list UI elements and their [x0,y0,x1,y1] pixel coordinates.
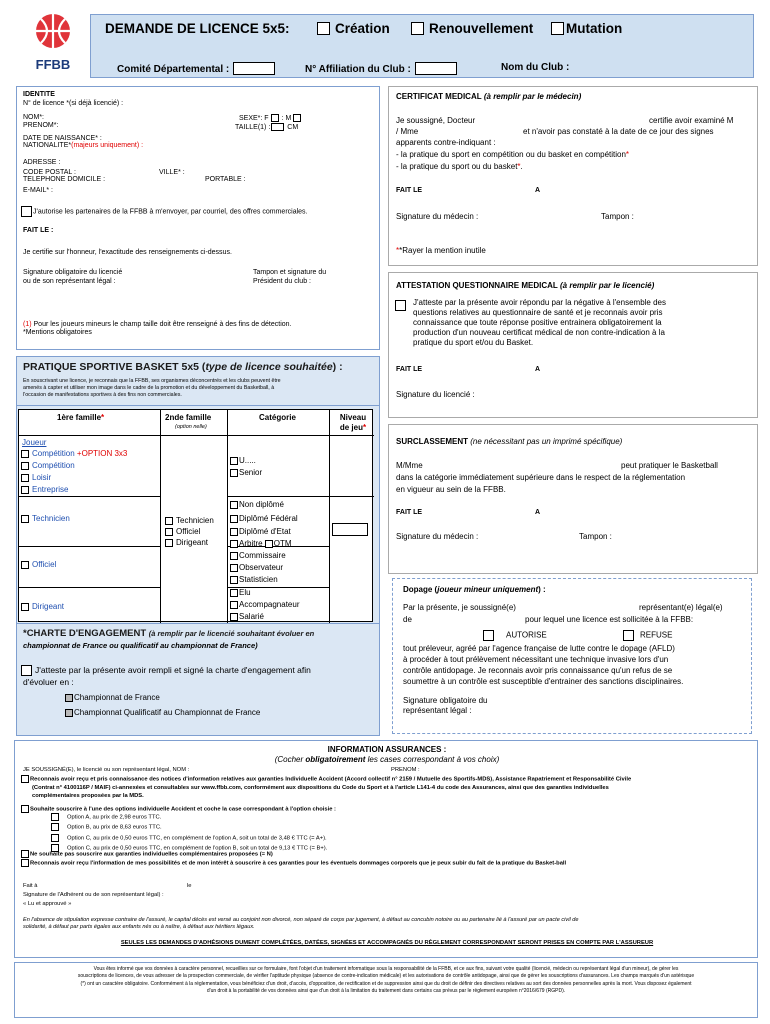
joueur-label: Joueur [22,438,47,447]
dopage-title-italic: joueur mineur uniquement [437,585,539,594]
commissaire-label: Commissaire [239,551,286,560]
questionnaire-title: ATTESTATION QUESTIONNAIRE MEDICAL [396,281,558,290]
col4-line1: Niveau [339,413,367,422]
prenom-label: PRENOM*: [23,122,59,129]
certificat-a: A [535,187,541,194]
reconnais-final-option[interactable] [21,859,566,868]
non-diplome-option[interactable] [230,500,284,510]
certificat-line5-text: - la pratique du sport ou du basket [396,162,518,171]
partenaires-label: J'autorise les partenaires de la FFBB à m'envoyer, par courriel, des offres commerciales. [33,208,308,216]
comite-label: Comité Départemental : [117,64,230,75]
surclassement-panel [388,424,758,574]
header-bar [90,14,754,78]
championnat-qualificatif-label: Championnat Qualificatif au Championnat de France [74,708,261,717]
diplome-etat-option[interactable] [230,527,291,537]
dirigeant2-label: Dirigeant [176,538,209,547]
certificat-line4: - la pratique du sport en compétition ou du basket en compétition* [396,150,630,159]
competition-3x3-option[interactable] [21,449,127,459]
sexe-f-checkbox[interactable] [271,114,279,122]
questionnaire-line: questions relatives au questionnaire de santé et je reconnais avoir pris [413,308,663,317]
statisticien-checkbox[interactable] [230,576,238,584]
surclassement-note: (ne nécessitant pas un imprimé spécifique) [470,437,623,446]
absence-line1: En l'absence de stipulation expresse contraire de l'assuré, le capital décès est versé au conjoint non divorcé, non séparé de corps par jugement, à défaut au concubin notoire ou au partenaire lié à l'assuré par un pacte civil de [23,917,579,923]
reconnais-option[interactable] [21,775,753,800]
championnat-france-option[interactable] [65,693,160,703]
observateur-checkbox[interactable] [230,564,238,572]
charte-panel [16,624,380,736]
affiliation-label: N° Affiliation du Club : [305,64,411,75]
taille-input[interactable] [271,123,284,131]
sexe-label: SEXE*: F [239,114,269,122]
dopage-sig2: représentant légal : [403,706,472,715]
option-c-b-label: Option C, au prix de 0,50 euros TTC, en complément de l'option B, soit un total de 9,13 € TTC (= B+). [67,845,328,852]
adresse-label: ADRESSE : [23,159,61,166]
surclassement-l3: en vigueur au sein de la FFBB. [396,485,506,494]
option-renouvellement[interactable] [411,21,533,38]
dopage-line: à procéder à tout prélèvement nécessitant une technique invasive lors d'un [403,655,669,665]
assurances-subtitle-c: les cases correspondant à vos choix) [365,755,500,764]
surclassement-fait-le: FAIT LE [396,509,423,516]
accompagnateur-option[interactable] [230,600,299,610]
certificat-line1a: Je soussigné, Docteur [396,116,476,125]
dopage-l2b: pour lequel une licence est sollicitée à la FFBB: [525,615,694,624]
questionnaire-a: A [535,366,541,373]
championnat-france-label: Championnat de France [74,693,160,702]
portable-label: PORTABLE : [205,176,246,183]
option-mutation[interactable] [551,21,622,38]
surclassement-l1b: peut pratiquer le Basketball [621,461,718,470]
signature-line-2: ou de son représentant légal : [23,277,116,285]
option-a[interactable] [51,813,327,823]
mentions-obligatoires: *Mentions obligatoires [23,329,92,336]
footer-line: (*) ont un caractère obligatoire. Conformément à la réglementation, vous bénéficiez d'un droit, d'accès, d'opposition, de rectification et de suppression ainsi que du droit de définir des directives relatives au sort des données personnelles après la mort. Vous disposez également [80,980,692,987]
certificat-fait-le: FAIT LE [396,187,423,194]
elu-checkbox[interactable] [230,589,238,597]
rayer-mention: **Rayer la mention inutile [396,246,486,255]
diplome-federal-label: Diplômé Fédéral [239,514,298,523]
dirigeant2-checkbox[interactable] [165,539,173,547]
assurances-subtitle-a: (Cocher [274,755,306,764]
option-3x3-label: +OPTION 3x3 [76,449,128,458]
reconnais-final-checkbox[interactable] [21,859,29,867]
col4-line2: de jeu* [339,423,367,432]
autorise-checkbox[interactable] [483,630,494,641]
rayer-text: *Rayer la mention inutile [399,246,486,255]
col-niveau [337,413,369,433]
charte-title [23,628,314,640]
dopage-l1b: représentant(e) légal(e) [639,603,723,612]
pratique-title [23,361,343,374]
dirigeant2-option[interactable] [165,538,208,548]
questionnaire-signature: Signature du licencié : [396,390,475,399]
championnat-france-checkbox[interactable] [65,694,73,702]
dopage-line: soumettre à un contrôle est susceptible d'entrainer des sanctions disciplinaires. [403,677,684,687]
certifie-label: Je certifie sur l'honneur, l'exactitude des renseignements ci-dessus. [23,249,232,256]
statisticien-option[interactable] [230,575,278,585]
assurances-panel [14,740,758,958]
charte-text2: d'évoluer en : [23,677,74,687]
refuse-label: REFUSE [640,630,673,640]
seules-demandes: SEULES LES DEMANDES D'ADHÉSIONS DUMENT COMPLÉTÉES, DATÉES, SIGNÉES ET ACCOMPAGNÉS DU RÈGLEMENT CORRESPONDANT SERONT PRISES EN COMPTE PAR L'ASSUREUR [120,940,654,946]
technicien-label: Technicien [32,514,70,523]
diplome-etat-checkbox[interactable] [230,528,238,536]
option-a-checkbox[interactable] [51,813,59,821]
footer-line: souscriptions de licences, de vous adresser de la prospection commerciale, de vérifier l'aptitude physique (absence de contre-indication médicale) et les autorisations de contrôle antidopage, ainsi que de gérer les souscriptions d'assurances. Les champs marqués d'un astérisque [77,973,695,980]
col1-label: 1ère famille [57,413,102,422]
niveau-input[interactable] [332,523,368,536]
souhaite-label: Souhaite souscrire à l'une des options individuelle Accident et coche la case correspondant à l'option choisie : [30,806,336,813]
accompagnateur-label: Accompagnateur [239,600,300,609]
lu-approuve: « Lu et approuvé » [23,901,72,907]
entreprise-label: Entreprise [32,485,69,494]
statisticien-label: Statisticien [239,575,278,584]
partenaires-option[interactable] [21,206,308,217]
pratique-title-italic: type de licence souhaitée [205,361,333,373]
intro-line: amenés à capter et utiliser mon image dans le cadre de la promotion et du développement du Basketball, à [23,385,275,392]
u-label: U..... [239,456,256,465]
charte-title-text: *CHARTE D'ENGAGEMENT [23,628,147,639]
questionnaire-text [413,298,755,348]
reconnais-checkbox[interactable] [21,775,29,783]
salarie-checkbox[interactable] [230,613,238,621]
option-b[interactable] [51,823,327,833]
logo-text: FFBB [35,56,71,72]
competition-label: Compétition [32,461,75,470]
charte-text1: J'atteste par la présente avoir rempli et signé la charte d'engagement afin [35,665,311,675]
tampon-line-1: Tampon et signature du [253,269,327,276]
nationalite-field [23,142,143,151]
elu-option[interactable] [230,588,251,598]
entreprise-option[interactable] [21,485,68,495]
pratique-panel [16,356,380,406]
autorise-option[interactable] [483,630,547,641]
technicien2-checkbox[interactable] [165,517,173,525]
officiel2-checkbox[interactable] [165,528,173,536]
salarie-option[interactable] [230,612,264,622]
dopage-title [403,585,546,595]
certificat-note: (à remplir par le médecin) [483,92,582,101]
signature-licencie [23,269,122,287]
col-1ere-famille: 1ère famille* [57,413,105,422]
charte-title-note: (à remplir par le licencié souhaitant évoluer en [148,629,315,638]
col-2nde-famille: 2nde famille [165,413,212,422]
competition-3x3-checkbox[interactable] [21,450,29,458]
surclassement-a: A [535,509,541,516]
technicien-option[interactable] [21,514,70,524]
certificat-line3: apparents contre-indiquant : [396,138,496,147]
charte-checkbox[interactable] [21,665,32,676]
creation-label: Création [335,21,390,36]
accompagnateur-checkbox[interactable] [230,601,238,609]
technicien2-option[interactable] [165,516,214,526]
nationalite-label: NATIONALITE* [23,142,72,149]
affiliation-field [305,62,457,77]
questionnaire-note: (à remplir par le licencié) [560,281,655,290]
assurances-le: le [187,883,192,889]
souhaite-checkbox[interactable] [21,805,29,813]
ville-label: VILLE* : [159,169,185,176]
option-a-label: Option A, au prix de 2,98 euros TTC. [67,814,162,821]
dopage-signature [403,696,488,716]
col4-line2-text: de jeu [339,423,363,432]
ffbb-logo [28,12,78,70]
non-diplome-checkbox[interactable] [230,501,238,509]
dirigeant-checkbox[interactable] [21,603,29,611]
u-checkbox[interactable] [230,457,238,465]
footer-rgpd [14,962,758,1018]
commissaire-checkbox[interactable] [230,552,238,560]
renouvellement-label: Renouvellement [429,21,534,36]
option-c-a-checkbox[interactable] [51,834,59,842]
officiel2-label: Officiel [176,527,201,536]
observateur-label: Observateur [239,563,284,572]
elu-label: Elu [239,588,251,597]
ne-souhaite-checkbox[interactable] [21,850,29,858]
intro-line: En souscrivant une licence, je reconnais que la FFBB, ses organismes déconcentrés et les clubs peuvent être [23,378,281,384]
certificat-title: CERTIFICAT MEDICAL [396,92,482,101]
senior-checkbox[interactable] [230,469,238,477]
nom-label: NOM*: [23,114,44,121]
commissaire-option[interactable] [230,551,286,561]
officiel-option[interactable] [21,560,56,570]
questionnaire-fait-le: FAIT LE [396,366,423,373]
option-c-a-label: Option C, au prix de 0,50 euros TTC, en complément de l'option A, soit un total de 3,48 € TTC (= A+). [67,835,327,842]
reconnais-text2: (Contrat n° 4100116P / MAIF) ci-annexées et consultables sur www.ffbb.com, conformément aux dispositions du Code du Sport et à l'article L141-4 du code des Assurances, ainsi que des garanties individuelles [32,784,609,791]
competition-checkbox[interactable] [21,462,29,470]
nom-club-label: Nom du Club : [501,62,570,73]
note-taille-number: (1) [23,321,32,328]
assurances-signature: Signature de l'Adhérent ou de son représentant légal) : [23,892,164,898]
dopage-line: tout préleveur, agréé par l'agence française de lutte contre le dopage (AFLD) [403,644,675,653]
pratique-table [18,409,373,622]
certificat-line2b: et n'avoir pas constaté à la date de ce jour des signes [523,127,714,136]
questionnaire-checkbox[interactable] [395,300,406,311]
absence-line2: solidarité, à défaut par parts égales aux enfants nés ou à naître, à défaut aux héritiers légaux. [23,923,255,930]
loisir-checkbox[interactable] [21,474,29,482]
diplome-federal-option[interactable] [230,514,298,524]
sexe-m-label: : M [281,114,292,122]
assurances-prenom-label: PRENOM : [391,767,420,773]
fait-le-label: FAIT LE : [23,227,54,234]
pratique-intro [23,378,281,399]
footer-line: d'un droit à la portabilité de vos données ainsi que d'un droit à la limitation du traitement dans certains cas prévus par le règlement européen n°2016/679 (RGPD). [206,987,566,994]
identite-panel [16,86,380,350]
autorise-label: AUTORISE [506,630,547,640]
tel-label: TELEPHONE DOMICILE : [23,176,106,183]
comite-field [117,62,275,77]
technicien-checkbox[interactable] [21,515,29,523]
officiel2-option[interactable] [165,527,200,537]
refuse-checkbox[interactable] [623,630,634,641]
dopage-l2a: de [403,615,412,624]
certificat-line4-text: - la pratique du sport en compétition ou du basket en compétition [396,150,626,159]
note-taille-text: Pour les joueurs mineurs le champ taille doit être renseigné à des fins de détection. [31,321,292,328]
nom-club-field [501,62,569,75]
renouvellement-checkbox[interactable] [411,22,424,35]
option-c-a[interactable] [51,834,327,844]
championnat-qualificatif-option[interactable] [65,708,260,718]
mutation-checkbox[interactable] [551,22,564,35]
senior-option[interactable] [230,468,262,478]
cm-label: CM [287,123,299,131]
arbitre-option[interactable] [230,539,292,549]
questionnaire-line: pratique du sport et/ou du Basket. [413,338,534,347]
entreprise-checkbox[interactable] [21,486,29,494]
reconnais-final-label: Reconnais avoir reçu l'information de mes possibilités et de mon intérêt à souscrire à ces garanties pour les éventuels dommages corporels que je peux subir du fait de la pratique du Basket-ball [30,860,567,867]
certificat-tampon: Tampon : [601,212,634,221]
otm-checkbox[interactable] [265,540,273,548]
arbitre-label: Arbitre [239,539,263,548]
certificat-line5: - la pratique du sport ou du basket*. [396,162,523,171]
assurances-title: INFORMATION ASSURANCES : [327,745,447,754]
signature-line-1: Signature obligatoire du licencié [23,269,123,276]
option-b-label: Option B, au prix de 8,63 euros TTC. [67,824,162,831]
assurances-subtitle [15,755,759,765]
surclassement-l1a: M/Mme [396,461,423,470]
surclassement-tampon: Tampon : [579,532,612,541]
option-b-checkbox[interactable] [51,823,59,831]
identite-title: IDENTITE [23,91,55,98]
surclassement-title: SURCLASSEMENT [396,437,469,446]
questionnaire-panel [388,272,758,418]
dopage-line: contrôle antidopage. Je reconnais avoir pris connaissance qu'un refus de se [403,666,673,676]
soussigne-label: JE SOUSSIGNÉ(E), le licencié ou son représentant légal, NOM : [23,767,190,773]
dopage-title-text: Dopage ( [403,585,438,594]
dirigeant-label: Dirigeant [32,602,65,611]
dopage-text [403,643,747,687]
col2-note: (option nelle) [175,424,207,430]
code-postal-label: CODE POSTAL : [23,169,76,176]
questionnaire-line: J'atteste par la présente avoir répondu par la négative à l'ensemble des [413,298,666,307]
loisir-option[interactable] [21,473,51,483]
dopage-panel [392,578,752,734]
reconnais-text1: Reconnais avoir reçu et pris connaissance des notices d'information relatives aux garanties Individuelle Accident (Accord collectif n° 2159 / Mutuelle des Sportifs-MDS), Assistance Rapatriement et Responsabilité Civile [30,776,632,783]
tampon-club [253,269,326,287]
dopage-l1a: Par la présente, je soussigné(e) [403,603,516,612]
footer-line: Vous êtes informé que vos données à caractère personnel, recueillies sur ce formulaire, font l'objet d'un traitement informatique sous la responsabilité de la FFBB, et ce aux fins, suivant votre qualité (licencié, médecin ou représentant légal d'un mineur), de gérer les [93,966,679,972]
ne-souhaite-option[interactable] [21,850,273,859]
affiliation-input[interactable] [415,62,457,75]
dopage-sig1: Signature obligatoire du [403,696,488,705]
pratique-title-text: PRATIQUE SPORTIVE BASKET 5x5 ( [23,361,206,373]
questionnaire-line: production d'un nouveau certificat médical de non contre-indication à la [413,328,665,337]
officiel-label: Officiel [32,560,57,569]
absence-text [23,917,755,931]
num-licence-label: N° de licence *(si déjà licencié) : [23,99,124,107]
taille-label: TAILLE(1) : [235,123,271,131]
partenaires-checkbox[interactable] [21,206,32,217]
sexe-m-checkbox[interactable] [293,114,301,122]
otm-label: OTM [273,539,292,548]
surclassement-l2: dans la catégorie immédiatement supérieure dans le respect de la réglementation [396,473,686,482]
creation-checkbox[interactable] [317,22,330,35]
form-title: DEMANDE DE LICENCE 5x5: [105,21,290,36]
charte-attestation[interactable] [21,665,311,676]
assurances-fait-a: Fait à [23,883,38,889]
taille-field [235,123,298,133]
dopage-title-end: ) : [538,585,546,594]
championnat-qualificatif-checkbox[interactable] [65,709,73,717]
senior-label: Senior [239,468,263,477]
nationalite-note: (majeurs uniquement) : [71,142,144,149]
certificat-signature: Signature du médecin : [396,212,479,221]
assurances-subtitle-b: obligatoirement [305,755,366,764]
competition-option[interactable] [21,461,75,471]
non-diplome-label: Non diplômé [239,500,284,509]
intro-line: l'occasion de manifestations sportives à des fins non commerciales. [23,392,182,399]
surclassement-signature: Signature du médecin : [396,532,479,541]
diplome-etat-label: Diplômé d'Etat [239,527,291,536]
refuse-option[interactable] [623,630,672,641]
ne-souhaite-label: Ne souhaite pas souscrire aux garanties individuelles complémentaires proposées (= N) [30,851,273,858]
competition-3x3-label: Compétition [32,449,77,458]
date-naissance-label: DATE DE NAISSANCE* : [23,135,102,142]
questionnaire-line: connaissance que toute réponse positive entrainera obligatoirement la [413,318,662,327]
u-option[interactable] [230,456,256,466]
certificat-line2a: / Mme [396,127,419,136]
certificat-line1b: certifie avoir examiné M [649,116,734,125]
option-creation[interactable] [317,21,390,38]
email-label: E-MAIL* : [23,187,53,194]
loisir-label: Loisir [32,473,52,482]
comite-input[interactable] [233,62,275,75]
salarie-label: Salarié [239,612,264,621]
arbitre-checkbox[interactable] [230,540,238,548]
dirigeant-option[interactable] [21,602,64,612]
mutation-label: Mutation [566,21,623,36]
reconnais-text3: complémentaires proposées par la MDS. [32,792,144,799]
basketball-logo-icon [28,12,78,52]
charte-title-note2: championnat de France ou qualificatif au championnat de France) [23,641,258,650]
pratique-title-end: ) : [332,361,343,373]
options-list [51,813,327,855]
tampon-line-2: Président du club : [253,277,311,285]
technicien2-label: Technicien [176,516,214,525]
observateur-option[interactable] [230,563,283,573]
diplome-federal-checkbox[interactable] [230,515,238,523]
certificat-panel [388,86,758,266]
col-categorie: Catégorie [259,413,296,422]
officiel-checkbox[interactable] [21,561,29,569]
